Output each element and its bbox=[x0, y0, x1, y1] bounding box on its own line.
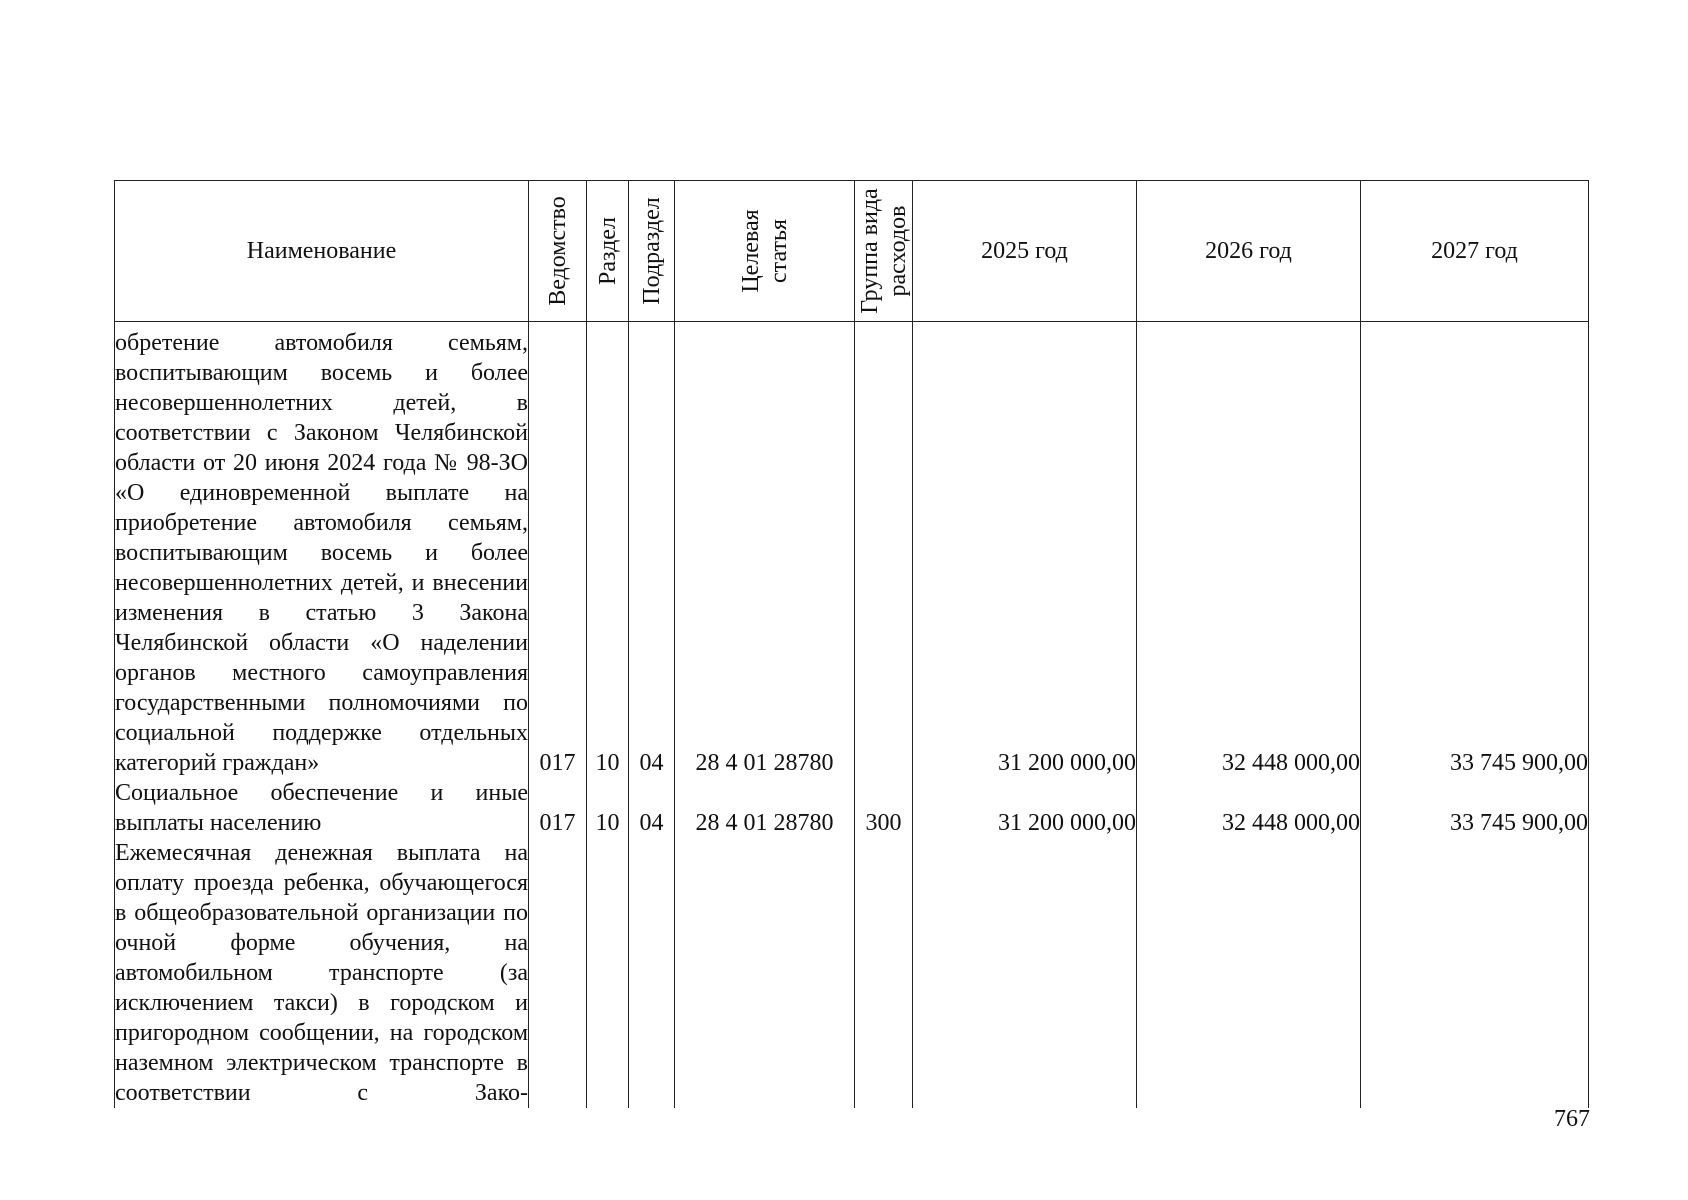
row-tselevaya bbox=[675, 838, 855, 1108]
row-2026 bbox=[1137, 838, 1361, 1108]
row-podrazdel bbox=[629, 838, 675, 1108]
row-2026: 32 448 000,00 bbox=[1137, 322, 1361, 779]
row-gruppa: 300 bbox=[855, 778, 913, 838]
table-row bbox=[115, 778, 1589, 838]
budget-table bbox=[114, 180, 1589, 1108]
row-2027 bbox=[1361, 838, 1589, 1108]
row-name: обретение автомобиля семьям, воспитывающим восемь и более несовершеннолетних детей, в соответствии с Законом Челябинской области от 20 июня 2024 года № 98-ЗО «О единовременной выплате на приобретение автомобиля семьям, воспитывающим восемь и более несовершеннолетних детей, и внесении изменения в статью 3 Закона Челябинской области «О наделении органов местного самоуправления государственными полномочиями по социальной поддержке отдельных категорий граждан» bbox=[115, 322, 529, 779]
row-razdel: 10 bbox=[587, 322, 629, 779]
row-vedomstvo: 017 bbox=[529, 778, 587, 838]
header-2025: 2025 год bbox=[913, 181, 1137, 322]
row-gruppa bbox=[855, 838, 913, 1108]
row-2025: 31 200 000,00 bbox=[913, 322, 1137, 779]
row-2025: 31 200 000,00 bbox=[913, 778, 1137, 838]
header-name: Наименование bbox=[115, 181, 529, 322]
row-vedomstvo: 017 bbox=[529, 322, 587, 779]
header-vedomstvo: Ведомство bbox=[529, 181, 587, 322]
row-tselevaya: 28 4 01 28780 bbox=[675, 322, 855, 779]
table-header-row bbox=[115, 181, 1589, 322]
row-vedomstvo bbox=[529, 838, 587, 1108]
row-2027: 33 745 900,00 bbox=[1361, 322, 1589, 779]
header-razdel: Раздел bbox=[587, 181, 629, 322]
page-number: 767 bbox=[1554, 1106, 1590, 1132]
row-podrazdel: 04 bbox=[629, 778, 675, 838]
header-tselevaya-statya: Целевая статья bbox=[675, 181, 855, 322]
header-2026: 2026 год bbox=[1137, 181, 1361, 322]
header-gruppa-vida-rashodov: Группа вида расходов bbox=[855, 181, 913, 322]
row-gruppa bbox=[855, 322, 913, 779]
row-2026: 32 448 000,00 bbox=[1137, 778, 1361, 838]
row-2025 bbox=[913, 838, 1137, 1108]
row-tselevaya: 28 4 01 28780 bbox=[675, 778, 855, 838]
row-name: Ежемесячная денежная выплата на оплату проезда ребенка, обучающегося в общеобразовательной организации по очной форме обучения, на автомобильном транспорте (за исключением такси) в городском и пригородном сообщении, на городском наземном электрическом транспорте в соответствии с Зако- bbox=[115, 840, 528, 1106]
header-2027: 2027 год bbox=[1361, 181, 1589, 322]
header-podrazdel: Подраздел bbox=[629, 181, 675, 322]
row-2027: 33 745 900,00 bbox=[1361, 778, 1589, 838]
row-podrazdel: 04 bbox=[629, 322, 675, 779]
row-name: Социальное обеспечение и иные выплаты населению bbox=[115, 780, 528, 836]
table-row bbox=[115, 838, 1589, 1108]
row-razdel bbox=[587, 838, 629, 1108]
row-razdel: 10 bbox=[587, 778, 629, 838]
table-row bbox=[115, 322, 1589, 779]
